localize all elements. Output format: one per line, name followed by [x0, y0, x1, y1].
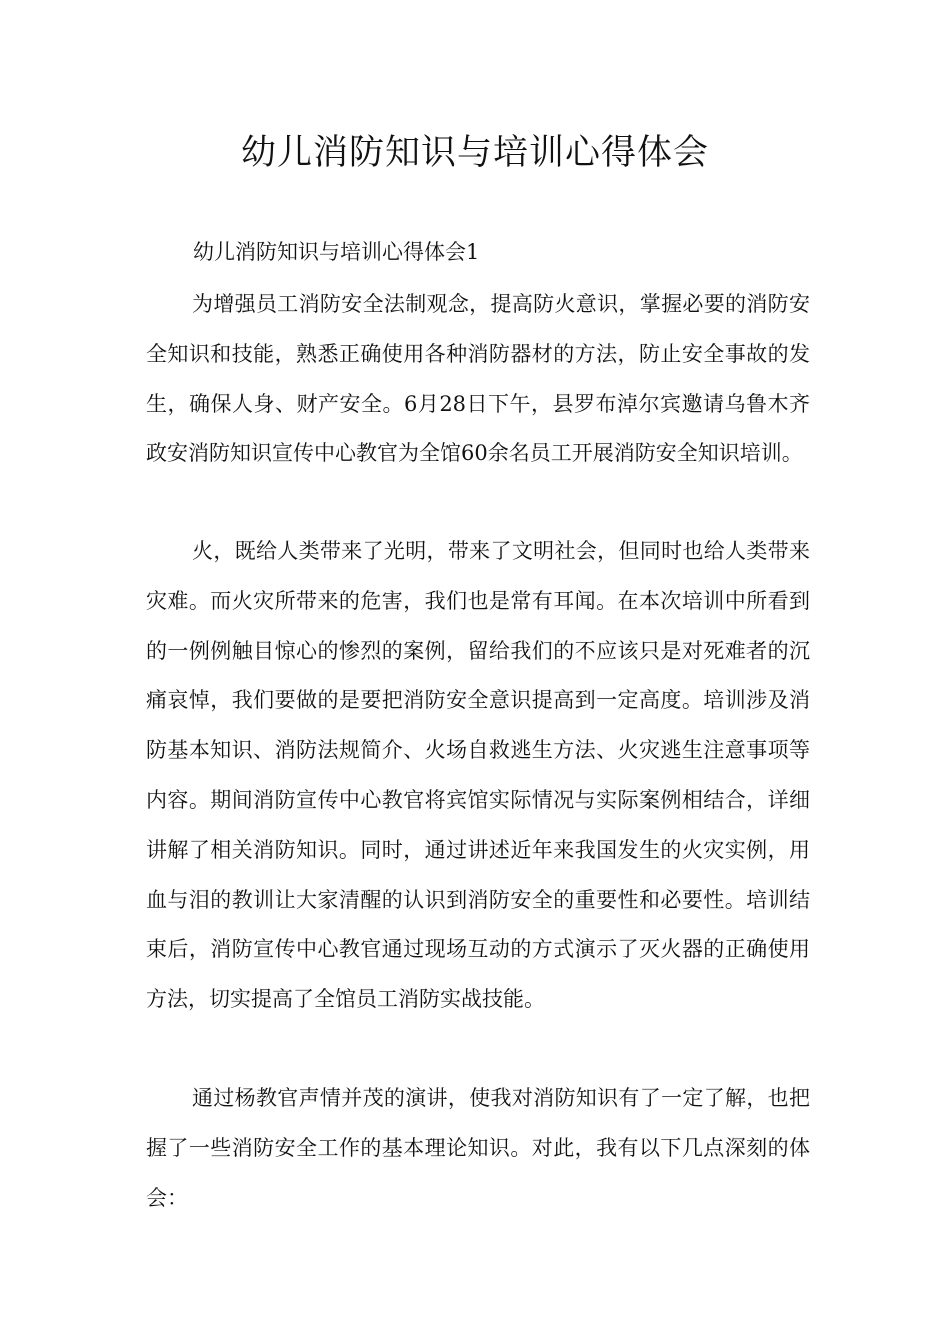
paragraph-2: 火，既给人类带来了光明，带来了文明社会，但同时也给人类带来灾难。而火灾所带来的危害，我们也是常有耳闻。在本次培训中所看到的一例例触目惊心的惨烈的案例，留给我们的不应该只是对死难者的沉痛哀悼，我们要做的是要把消防安全意识提高到一定高度。培训涉及消防基本知识、消防法规简介、火场自救逃生方法、火灾逃生注意事项等内容。期间消防宣传中心教官将宾馆实际情况与实际案例相结合，详细讲解了相关消防知识。同时，通过讲述近年来我国发生的火灾实例，用血与泪的教训让大家清醒的认识到消防安全的重要性和必要性。培训结束后，消防宣传中心教官通过现场互动的方式演示了灭火器的正确使用方法，切实提高了全馆员工消防实战技能。 [146, 539, 810, 1012]
paragraph-1: 为增强员工消防安全法制观念，提高防火意识，掌握必要的消防安全知识和技能，熟悉正确使用各种消防器材的方法，防止安全事故的发生，确保人身、财产安全。6月28日下午，县罗布淖尔宾邀请乌鲁木齐政安消防知识宣传中心教官为全馆60余名员工开展消防安全知识培训。 [146, 292, 810, 466]
section-heading: 幼儿消防知识与培训心得体会1 [193, 240, 480, 264]
paragraph-3: 通过杨教官声情并茂的演讲，使我对消防知识有了一定了解，也把握了一些消防安全工作的基本理论知识。对此，我有以下几点深刻的体会： [146, 1086, 810, 1210]
document-title: 幼儿消防知识与培训心得体会 [240, 133, 709, 173]
